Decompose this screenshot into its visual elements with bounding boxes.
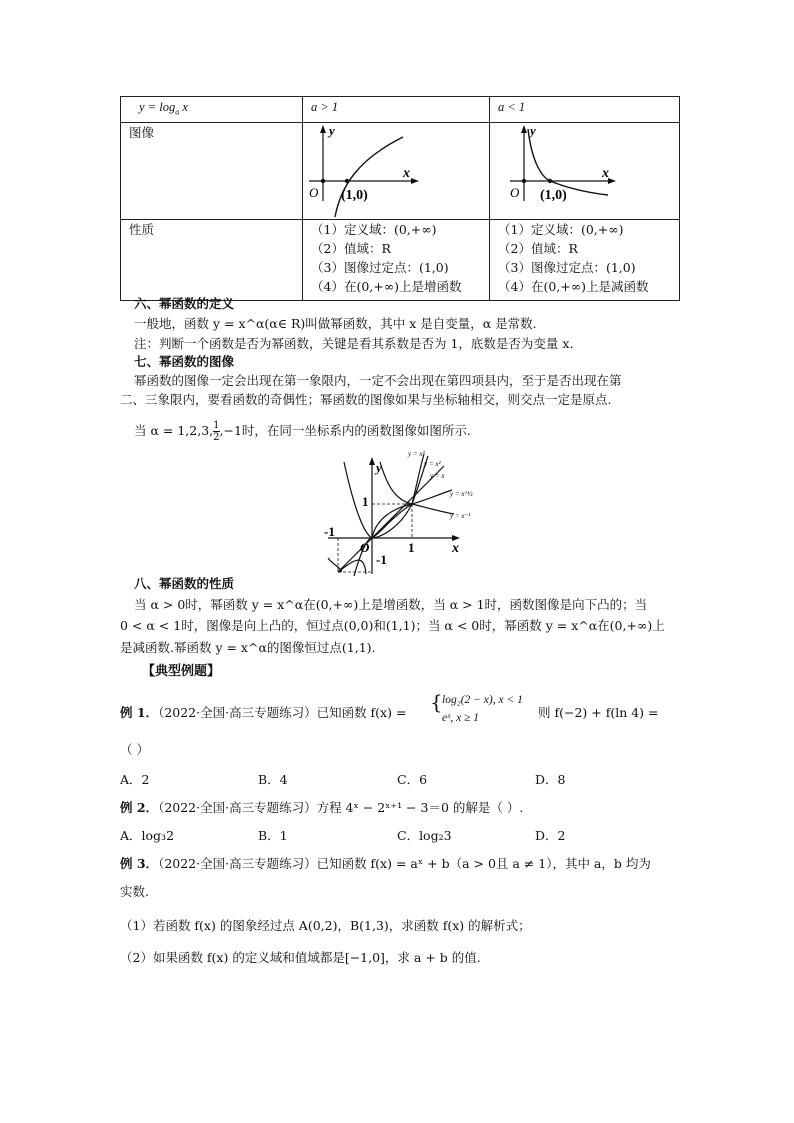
- label-x: y = x: [430, 472, 445, 480]
- curve-x: [338, 466, 444, 572]
- point-label: (1,0): [540, 187, 567, 203]
- prop-item: （3）图像过定点：(1,0): [498, 259, 636, 275]
- ex2-text: （2022·全国·高三专题练习）方程 4ˣ − 2ˣ⁺¹ − 3＝0 的解是（ ）.: [158, 800, 524, 815]
- ex1-tail: 则 f(−2) + f(ln 4) =: [538, 705, 659, 720]
- plot-cell-a-gt: [303, 122, 490, 219]
- ex2-option-a[interactable]: A．log₃2: [120, 828, 175, 843]
- section8-line3: 是减函数.幂函数 y = x^α的图像恒过点(1,1).: [120, 640, 376, 655]
- label-x-inverse: y = x⁻¹: [450, 512, 471, 520]
- curve-x-inverse-q3: [328, 558, 366, 574]
- header-func-sub: a: [175, 107, 180, 117]
- header-func-cell: [121, 97, 303, 123]
- prop-item: （4）在(0,+∞)上是减函数: [498, 278, 649, 294]
- prop-item: （2）值域：R: [498, 240, 578, 256]
- section8-title: 八、幂函数的性质: [134, 576, 235, 591]
- prop-item: （1）定义域：(0,+∞): [498, 221, 624, 237]
- origin-label: O: [360, 540, 370, 555]
- section6-line2: 注：判断一个函数是否为幂函数，关键是看其系数是否为 1，底数是否为变量 x.: [134, 336, 574, 351]
- log-curve-increasing: [335, 137, 403, 217]
- one-y-label: 1: [362, 494, 369, 509]
- header-func: y = log: [139, 100, 176, 114]
- ex2-option-d[interactable]: D．2: [535, 828, 566, 843]
- curve-x-squared: [344, 456, 428, 538]
- prop-item: （4）在(0,+∞)上是增函数: [311, 278, 462, 294]
- log-plot-increasing: [303, 123, 463, 219]
- props-a-gt: [303, 219, 490, 300]
- section7-line2: 二、三象限内，要看函数的奇偶性；幂函数的图像如果与坐标轴相交，则交点一定是原点.: [120, 392, 612, 407]
- x-axis-arrow: [411, 178, 419, 184]
- power-function-plot: [324, 448, 484, 576]
- ex3-text: （2022·全国·高三专题练习）已知函数 f(x) = aˣ + b（a > 0且 a ≠ 1），其中 a，b 均为: [158, 856, 651, 871]
- frac-den: 2: [213, 432, 220, 443]
- log-curve-decreasing: [528, 129, 608, 195]
- section6-line1: 一般地，函数 y = x^α(α∈ R)叫做幂函数，其中 x 是自变量，α 是常数.: [134, 316, 537, 331]
- y-axis-arrow: [320, 125, 326, 133]
- ex3-q1: （1）若函数 f(x) 的图象经过点 A(0,2)，B(1,3)，求函数 f(x) 的解析式；: [120, 918, 531, 933]
- x-label: x: [452, 541, 459, 556]
- line3-post: ,−1时，在同一坐标系内的函数图像如图所示.: [219, 423, 471, 438]
- header-func-x: x: [179, 100, 188, 114]
- y-label: y: [530, 122, 536, 138]
- header-a-lt: a < 1: [498, 100, 526, 114]
- log-function-table: [120, 96, 680, 301]
- prop-item: （1）定义域：(0,+∞): [311, 221, 437, 237]
- section7-line1: 幂函数的图像一定会出现在第一象限内，一定不会出现在第四项县内，至于是否出现在第: [134, 373, 622, 388]
- prop-item: （2）值域：R: [311, 240, 391, 256]
- y-axis-arrow: [521, 125, 527, 133]
- section6-title: 六、幂函数的定义: [134, 296, 235, 311]
- image-label-cell: [121, 122, 303, 219]
- x-label: x: [602, 165, 609, 181]
- line3-pre: 当 α = 1,2,3,: [134, 423, 214, 438]
- ex3-line2: 实数.: [120, 884, 149, 899]
- ex1-line: [120, 705, 406, 721]
- ex1-paren: （ ）: [120, 742, 149, 757]
- ex2-label: 例 2．: [120, 800, 159, 815]
- props-a-lt: [490, 219, 680, 300]
- neg-one-y-label: -1: [376, 552, 387, 567]
- x-label: x: [403, 165, 410, 181]
- y-label: y: [376, 460, 382, 475]
- x-axis-arrow: [608, 178, 616, 184]
- curve-x-cubed: [354, 454, 424, 576]
- ex1-option-d[interactable]: D．8: [535, 772, 566, 787]
- section7-line3: [134, 420, 471, 443]
- neg-one-x-label: -1: [324, 524, 335, 539]
- prop-item: （3）图像过定点：(1,0): [311, 259, 449, 275]
- plot-cell-a-lt: [490, 122, 680, 219]
- label-x-cubed: y = x³: [408, 450, 425, 458]
- table-props-row: [121, 219, 680, 300]
- ex3-label: 例 3．: [120, 856, 159, 871]
- log-plot-decreasing: [490, 123, 650, 219]
- props-row-label: 性质: [129, 221, 155, 237]
- header-a-gt: a > 1: [311, 100, 339, 114]
- section7-title: 七、幂函数的图像: [134, 354, 235, 369]
- ex1-brace: {: [430, 690, 443, 714]
- one-x-label: 1: [408, 540, 415, 555]
- ex3-line1: [120, 856, 651, 872]
- props-label-cell: [121, 219, 303, 300]
- header-a-gt-cell: [303, 97, 490, 123]
- table-header-row: [121, 97, 680, 123]
- ex3-q2: （2）如果函数 f(x) 的定义域和值域都是[−1,0]，求 a + b 的值.: [120, 950, 481, 965]
- ex1-option-b[interactable]: B．4: [258, 772, 288, 787]
- ex1-source: （2022·全国·高三专题练习）已知函数 f(x) =: [158, 705, 407, 720]
- ex1-case2: eˣ, x ≥ 1: [442, 712, 480, 724]
- label-x-squared: y = x²: [424, 460, 441, 468]
- point-1-0-dot: [345, 178, 349, 182]
- examples-title: 【典型例题】: [142, 664, 221, 679]
- ex2-option-b[interactable]: B．1: [258, 828, 288, 843]
- ex2-option-c[interactable]: C．log₂3: [397, 828, 452, 843]
- origin-label: O: [510, 184, 520, 200]
- origin-label: O: [309, 184, 319, 200]
- ex1-option-c[interactable]: C．6: [397, 772, 428, 787]
- header-a-lt-cell: [490, 97, 680, 123]
- point-label: (1,0): [341, 187, 368, 203]
- section8-line2: 0 < α < 1时，图像是向上凸的，恒过点(0,0)和(1,1)；当 α < 0时，幂函数 y = x^α在(0,+∞)上: [120, 618, 665, 633]
- image-row-label: 图像: [129, 124, 155, 140]
- frac-num: 1: [213, 420, 220, 431]
- origin-dot: [522, 178, 526, 182]
- origin-dot: [321, 178, 325, 182]
- y-axis-arrow: [369, 457, 375, 465]
- ex1-case1: log₂(2 − x), x < 1: [442, 694, 523, 706]
- table-image-row: [121, 122, 680, 219]
- point-1-0-dot: [548, 178, 552, 182]
- ex2-line: [120, 800, 523, 816]
- y-label: y: [329, 122, 335, 138]
- ex1-option-a[interactable]: A．2: [120, 772, 150, 787]
- section8-line1: 当 α > 0时，幂函数 y = x^α在(0,+∞)上是增函数，当 α > 1时，函数图像是向下凸的；当: [134, 597, 648, 612]
- ex1-label: 例 1．: [120, 705, 159, 720]
- label-sqrt-x: y = x^½: [450, 490, 473, 498]
